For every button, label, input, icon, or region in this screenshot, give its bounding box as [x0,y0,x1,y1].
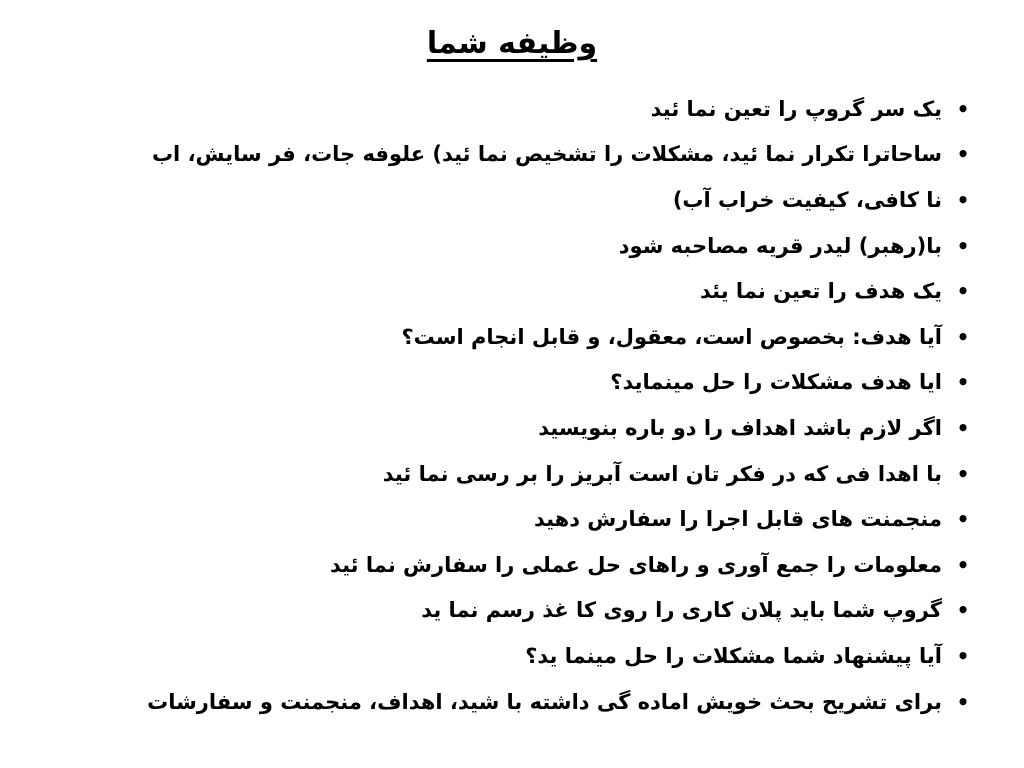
bullet-icon: • [956,96,970,121]
list-item [28,451,978,497]
bullet-list [28,86,978,724]
bullet-icon: • [956,415,970,440]
bullet-text: ایا هدف مشکلات را حل مینماید؟ [610,370,942,395]
bullet-text: ساحاترا تکرار نما ئید، مشکلات را تشخیص نما ئید) علوفه جات، فر سایش، اب [151,142,942,167]
list-item [28,679,978,725]
bullet-text: نا کافی، کیفیت خراب آب) [672,187,942,212]
bullet-text: یک سر گروپ را تعین نما ئید [650,96,942,121]
bullet-text: معلومات را جمع آوری و راهای حل عملی را سفارش نما ئید [329,552,942,577]
bullet-text: با اهدا فی که در فکر تان است آبریز را بر رسی نما ئید [382,461,942,486]
list-item [28,405,978,451]
bullet-icon: • [956,689,970,714]
bullet-icon: • [956,324,970,349]
slide-title: وظیفه شما [426,26,598,61]
list-item [28,633,978,679]
bullet-text: یک هدف را تعین نما یئد [700,279,942,304]
bullet-icon: • [956,142,970,167]
bullet-icon: • [956,187,970,212]
bullet-icon: • [956,233,970,258]
bullet-icon: • [956,552,970,577]
list-item [28,223,978,269]
list-item [28,132,978,178]
bullet-icon: • [956,370,970,395]
list-item [28,86,978,132]
bullet-icon: • [956,461,970,486]
list-item [28,268,978,314]
bullet-text: اگر لازم باشد اهداف را دو باره بنویسید [538,415,942,440]
bullet-icon: • [956,643,970,668]
bullet-text: با(رهبر) لیدر قریه مصاحبه شود [618,233,942,258]
bullet-text: آیا هدف: بخصوص است، معقول، و قابل انجام است؟ [401,324,942,349]
list-item [28,496,978,542]
bullet-icon: • [956,507,970,532]
list-item [28,314,978,360]
list-item [28,360,978,406]
list-item [28,588,978,634]
list-item [28,177,978,223]
bullet-icon: • [956,598,970,623]
bullet-text: منجمنت های قابل اجرا را سفارش دهید [533,507,942,532]
bullet-text: گروپ شما باید پلان کاری را روی کا غذ رسم نما ید [421,598,942,623]
bullet-text: آیا پیشنهاد شما مشکلات را حل مینما ید؟ [525,643,942,668]
bullet-text: برای تشریح بحث خویش اماده گی داشته با شید، اهداف، منجمنت و سفارشات [147,689,942,714]
list-item [28,542,978,588]
bullet-icon: • [956,279,970,304]
